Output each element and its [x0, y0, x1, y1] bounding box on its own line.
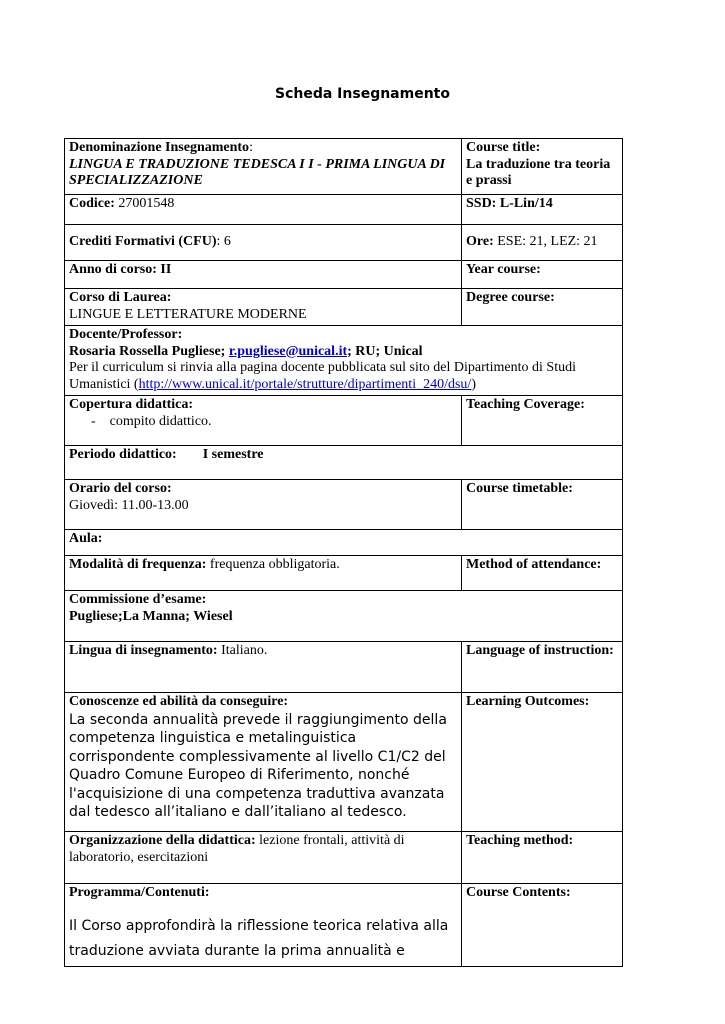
course-contents-cell [462, 884, 623, 967]
commissione-cell [65, 591, 623, 642]
table-row [65, 530, 623, 556]
conoscenze-value: La seconda annualità prevede il raggiungimento della competenza linguistica e metalinguistica corrispondente complessivamente al livello C1/C2 del Quadro Comune Europeo di Riferimento, nonché l'acquisizione di una competenza traduttiva avanzata dal tedesco all’italiano e dall’italiano al tedesco. [69, 711, 447, 820]
programma-label: Programma/Contenuti: [69, 885, 210, 900]
degree-course-label: Degree course: [466, 290, 555, 305]
modalita-label: Modalità di frequenza: [69, 557, 207, 572]
copertura-label: Copertura didattica: [69, 397, 194, 412]
language-instruction-cell [462, 642, 623, 693]
course-sheet-table [64, 138, 623, 967]
organizzazione-label: Organizzazione della didattica: [69, 833, 256, 848]
denominazione-label: Denominazione Insegnamento [69, 140, 250, 155]
table-row [65, 139, 623, 195]
organizzazione-cell [65, 832, 462, 884]
year-course-cell [462, 261, 623, 289]
crediti-label: Crediti Formativi (CFU) [69, 233, 217, 249]
page-title: Scheda Insegnamento [275, 86, 450, 102]
denominazione-cell: Denominazione Insegnamento: LINGUA E TRADUZIONE TEDESCA I I - PRIMA LINGUA DI SPECIALIZZAZIONE [65, 139, 462, 195]
anno-label: Anno di corso: II [69, 262, 172, 277]
table-row [65, 225, 623, 261]
crediti-cell: Crediti Formativi (CFU): 6 [65, 225, 462, 261]
periodo-value: I semestre [202, 447, 264, 462]
language-instruction-label: Language of instruction: [466, 643, 614, 658]
commissione-label: Commissione d’esame: [69, 592, 207, 607]
table-row [65, 884, 623, 967]
codice-cell [65, 195, 462, 225]
corso-value: LINGUE E LETTERATURE MODERNE [69, 306, 307, 322]
course-title-cell [462, 139, 623, 195]
docente-cell [65, 326, 623, 396]
docente-label: Docente/Professor: [69, 327, 183, 342]
modalita-value: frequenza obbligatoria. [209, 557, 340, 572]
table-row [65, 195, 623, 225]
course-title-label: Course title: [466, 140, 541, 155]
periodo-cell [65, 446, 623, 480]
aula-label: Aula: [69, 531, 103, 546]
codice-value: 27001548 [118, 196, 175, 211]
corso-cell [65, 289, 462, 326]
table-row [65, 326, 623, 396]
orario-cell [65, 480, 462, 530]
table-row [65, 693, 623, 832]
table-row [65, 591, 623, 642]
table-row [65, 261, 623, 289]
lingua-label: Lingua di insegnamento: [69, 643, 218, 658]
copertura-item: - compito didattico. [91, 413, 212, 429]
ore-label: Ore: [466, 233, 494, 249]
commissione-value: Pugliese;La Manna; Wiesel [69, 608, 233, 624]
modalita-cell [65, 556, 462, 591]
course-contents-label: Course Contents: [466, 885, 571, 900]
corso-label: Corso di Laurea: [69, 290, 172, 305]
anno-cell [65, 261, 462, 289]
docente-url-link[interactable]: http://www.unical.it/portale/strutture/dipartimenti_240/dsu/ [138, 376, 472, 392]
table-row [65, 289, 623, 326]
ssd-cell [462, 195, 623, 225]
table-row [65, 832, 623, 884]
ore-value: ESE: 21, LEZ: 21 [497, 233, 598, 249]
docente-name: Rosaria Rossella Pugliese; [69, 343, 226, 359]
docente-note-prefix: Per il curriculum si rinvia alla pagina docente pubblicata sul sito del Dipartimento di Studi Umanistici ( [69, 360, 576, 392]
teaching-coverage-label: Teaching Coverage: [466, 397, 585, 412]
codice-label: Codice: [69, 196, 115, 211]
ssd-value: SSD: L-Lin/14 [466, 196, 553, 211]
course-timetable-cell [462, 480, 623, 530]
lingua-value: Italiano. [221, 643, 268, 658]
learning-outcomes-label: Learning Outcomes: [466, 694, 590, 709]
lingua-cell [65, 642, 462, 693]
method-attendance-label: Method of attendance: [466, 557, 602, 572]
teaching-coverage-cell [462, 396, 623, 446]
organizzazione-value: lezione frontali, attività di laboratorio, esercitazioni [69, 833, 405, 865]
docente-email-link[interactable]: r.pugliese@unical.it [228, 343, 348, 359]
table-row [65, 556, 623, 591]
denominazione-value: LINGUA E TRADUZIONE TEDESCA I I - PRIMA LINGUA DI SPECIALIZZAZIONE [69, 156, 446, 188]
method-attendance-cell [462, 556, 623, 591]
degree-course-cell [462, 289, 623, 326]
table-row [65, 642, 623, 693]
copertura-cell [65, 396, 462, 446]
year-course-label: Year course: [466, 262, 541, 277]
ore-cell [462, 225, 623, 261]
table-row [65, 396, 623, 446]
conoscenze-label: Conoscenze ed abilità da conseguire: [69, 694, 289, 709]
aula-cell [65, 530, 623, 556]
orario-label: Orario del corso: [69, 481, 172, 496]
periodo-label: Periodo didattico: [69, 447, 177, 462]
learning-outcomes-cell [462, 693, 623, 832]
docente-role: ; RU; Unical [347, 343, 423, 359]
docente-note-suffix: ) [471, 376, 476, 392]
conoscenze-cell [65, 693, 462, 832]
table-row [65, 480, 623, 530]
programma-value: Il Corso approfondirà la riflessione teorica relativa alla traduzione avviata durante la prima annualità e [69, 917, 449, 959]
orario-value: Giovedì: 11.00-13.00 [69, 497, 189, 513]
crediti-value: 6 [223, 233, 231, 249]
course-title-value: La traduzione tra teoria e prassi [466, 156, 611, 188]
programma-cell [65, 884, 462, 967]
course-timetable-label: Course timetable: [466, 481, 573, 496]
teaching-method-cell [462, 832, 623, 884]
table-row [65, 446, 623, 480]
teaching-method-label: Teaching method: [466, 833, 574, 848]
